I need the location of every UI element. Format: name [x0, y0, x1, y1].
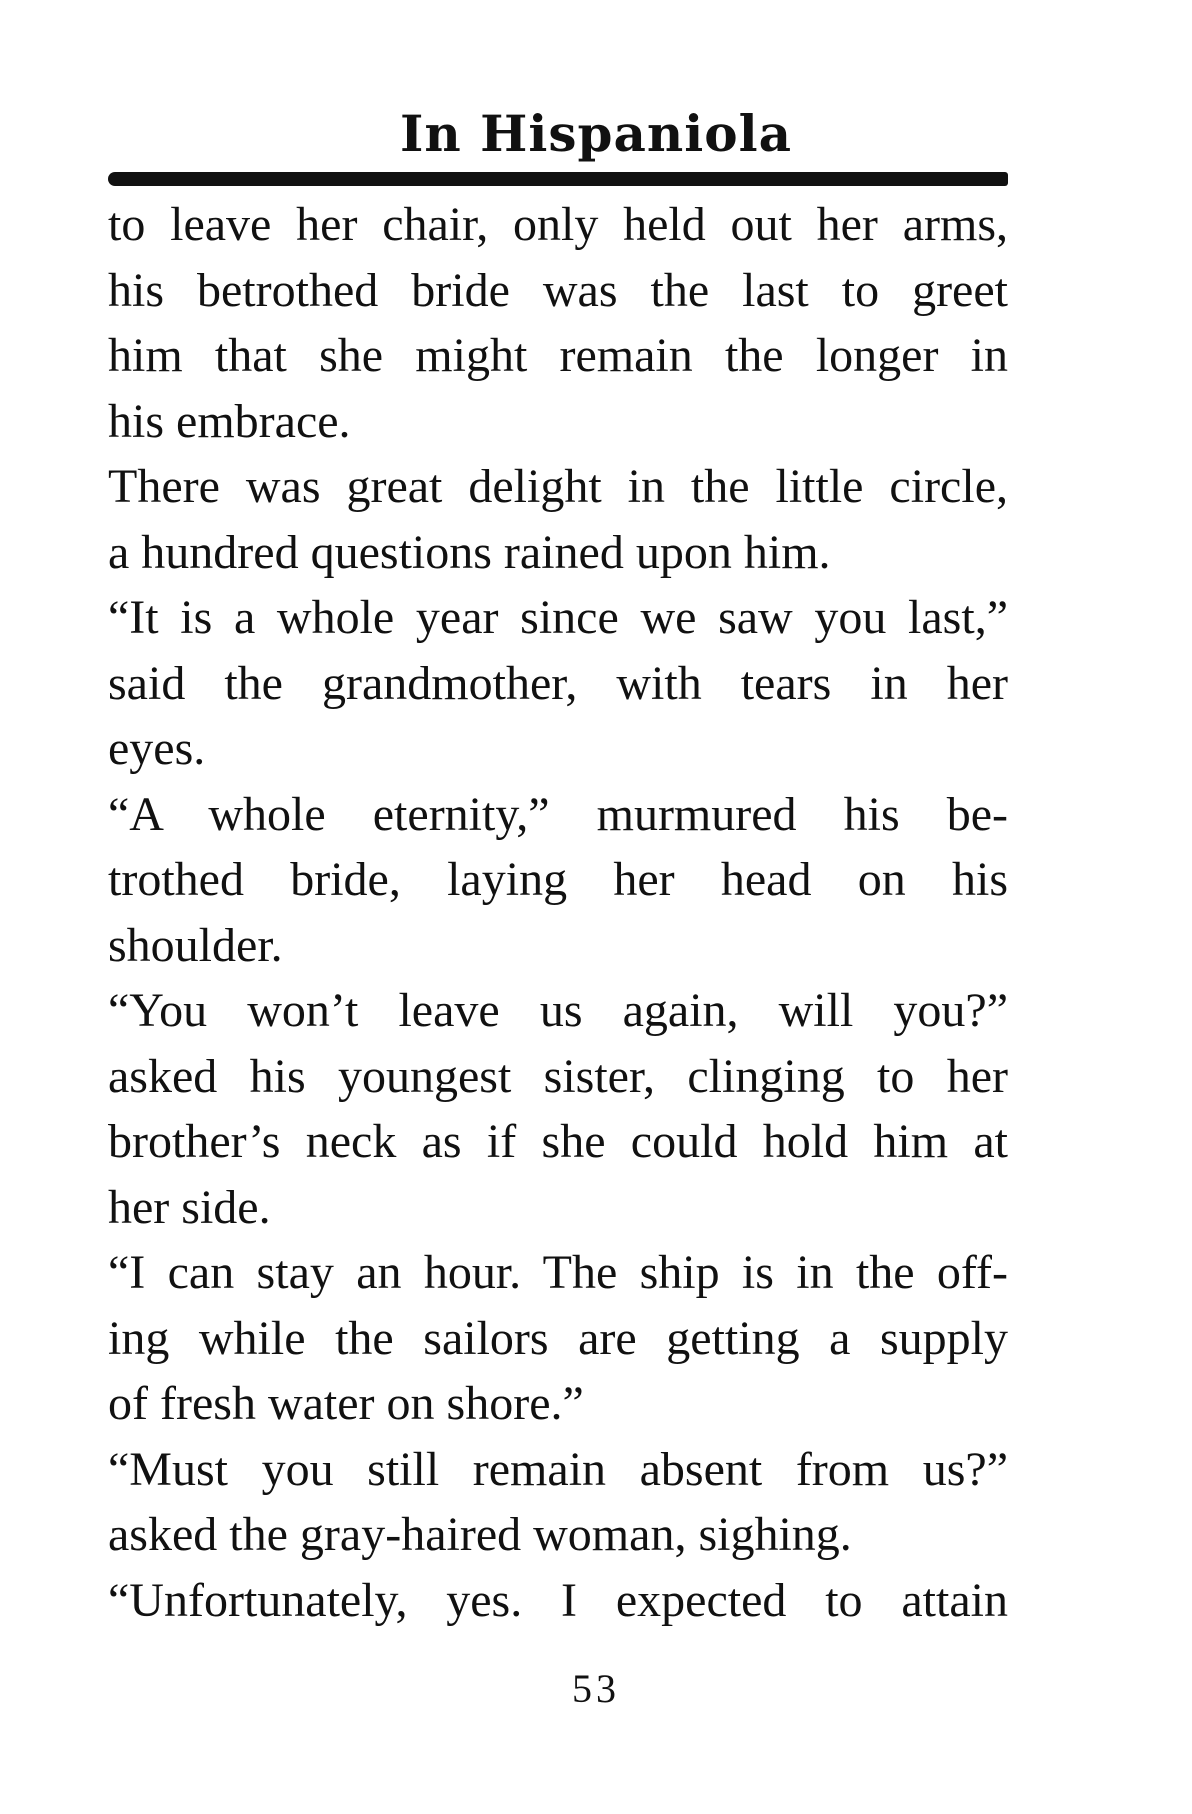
text-line: asked his youngest sister, clinging to her	[108, 1049, 1008, 1103]
page-number: 53	[572, 1666, 620, 1711]
text-line: eyes.	[108, 722, 206, 775]
text-line: brother’s neck as if she could hold him at	[108, 1115, 1008, 1168]
text-line: a hundred questions rained upon him.	[108, 525, 831, 579]
text-line: his embrace.	[108, 394, 351, 448]
text-line: to leave her chair, only held out her arms,	[108, 198, 1008, 251]
text-line: “A whole eternity,” murmured his be-	[108, 787, 1008, 841]
text-line: shoulder.	[108, 918, 283, 972]
running-head: In Hispaniola	[400, 104, 792, 163]
text-line: her side.	[108, 1180, 271, 1234]
text-line: “Must you still remain absent from us?”	[108, 1442, 1008, 1496]
body-text	[108, 192, 1008, 1633]
text-line: “It is a whole year since we saw you last,”	[108, 591, 1008, 644]
text-line: his betrothed bride was the last to greet	[108, 263, 1008, 317]
text-line: trothed bride, laying her head on his	[108, 853, 1008, 906]
text-line: There was great delight in the little circle,	[108, 460, 1008, 513]
header-rule	[108, 172, 1008, 186]
text-line: him that she might remain the longer in	[108, 329, 1008, 382]
text-line: “Unfortunately, yes. I expected to attain	[108, 1573, 1008, 1627]
text-line: asked the gray-haired woman, sighing.	[108, 1508, 852, 1561]
text-line: said the grandmother, with tears in her	[108, 656, 1008, 710]
text-line: of fresh water on shore.”	[108, 1377, 584, 1430]
text-line: “I can stay an hour. The ship is in the off-	[108, 1246, 1008, 1299]
text-line: “You won’t leave us again, will you?”	[108, 984, 1008, 1037]
text-line: ing while the sailors are getting a supply	[108, 1311, 1008, 1365]
